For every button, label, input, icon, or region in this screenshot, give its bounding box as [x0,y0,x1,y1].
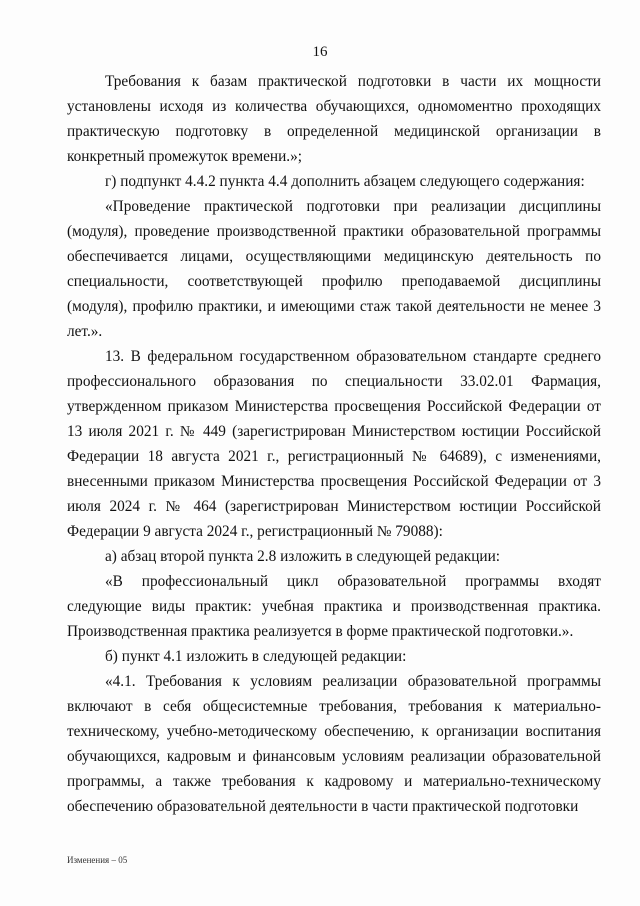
paragraph-professional-cycle: «В профессиональный цикл образовательной программы входят следующие виды практик: учебная практика и производственная практика. Производственная практика реализуется в форме практической подготовки.». [67,573,601,640]
footer-note: Изменения – 05 [67,855,128,865]
page-number: 16 [312,44,328,60]
paragraph-item-4-1: «4.1. Требования к условиям реализации образовательной программы включают в себя общесистемные требования, требования к материально-техническому, учебно-методическому обеспечению, к организации воспитания обучающихся, кадровым и финансовым условиям реализации образовательной программы, а также требования к кадровому и материально-техническому обеспечению образовательной деятельности в части практической подготовки [67,673,601,815]
paragraph-subitem-g: г) подпункт 4.4.2 пункта 4.4 дополнить абзацем следующего содержания: [105,173,585,190]
paragraph-item-13: 13. В федеральном государственном образовательном стандарте среднего профессионального образования по специальности 33.02.01 Фармация, утвержденном приказом Министерства просвещения Российской Федерации от 13 июля 2021 г. № 449 (зарегистрирован Министерством юстиции Российской Федерации 18 августа 2021 г., регистрационный № 64689), с изменениями, внесенными приказом Министерства просвещения Российской Федерации от 3 июля 2024 г. № 464 (зарегистрирован Министерством юстиции Российской Федерации 9 августа 2024 г., регистрационный № 79088): [67,348,601,540]
paragraph-capacity-requirements: Требования к базам практической подготовки в части их мощности установлены исходя из количества обучающихся, одномоментно проходящих практическую подготовку в определенной медицинской организации в конкретный промежуток времени.»; [67,73,601,165]
paragraph-subitem-a: а) абзац второй пункта 2.8 изложить в следующей редакции: [105,548,500,565]
paragraph-subitem-b: б) пункт 4.1 изложить в следующей редакции: [105,648,407,665]
document-body [67,69,601,819]
paragraph-practical-training: «Проведение практической подготовки при реализации дисциплины (модуля), проведение производственной практики образовательной программы обеспечивается лицами, осуществляющими медицинскую деятельность по специальности, соответствующей профилю преподаваемой дисциплины (модуля), профилю практики, и имеющими стаж такой деятельности не менее 3 лет.». [67,198,601,340]
